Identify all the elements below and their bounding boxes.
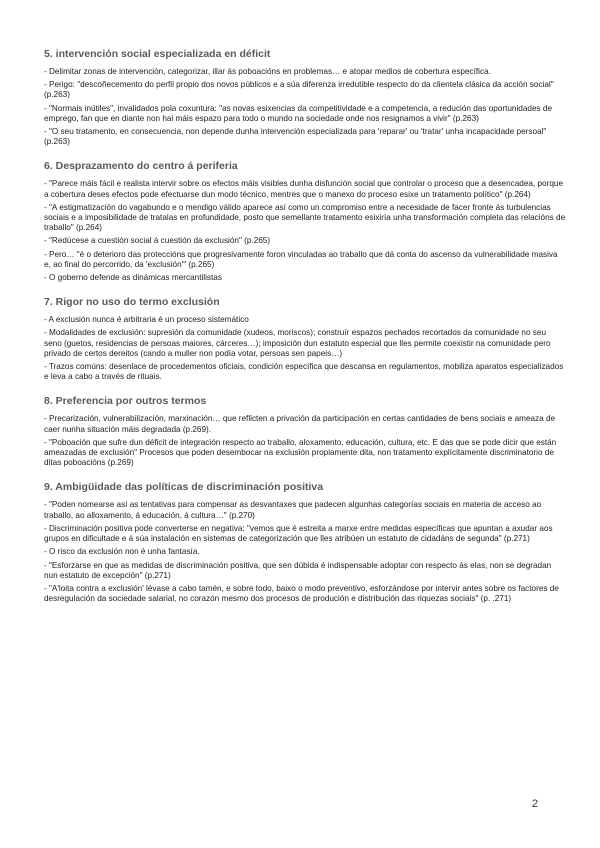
section-7 (44, 296, 566, 382)
section-9 (44, 481, 566, 604)
page-number: 2 (531, 798, 538, 810)
list-item: - A exclusión nunca é arbitraria é un proceso sistemático (44, 315, 249, 325)
list-item: - "Normais inútiles", invalidados pola coxuntura: "as novas esixencias da competitividade e a competencia, a redución das oportunidades de emprego, fan que en diante non hai máis espazo para todo o mundo na sociedade onde nos resignamos a vivir" (p.263) (44, 103, 552, 123)
list-item: - Discriminación positiva pode converterse en negativa: "vemos que é estreita a marxe entre medidas específicas que apuntan a axudar aos grupos en dificultade e á súa instalación en sistemas de categorización que lles atribúen un estatuto de cidadáns de segunda" (p.271) (44, 523, 553, 544)
list-item: - "Parece máis fácil e realista intervir sobre os efectos máis visibles dunha disfunción social que controlar o proceso que a desencadea, porque a cobertura deses efectos pode efectuarse dun modo técnico, mentres que o manexo do proceso esixe un tratamento político" (p.264) (44, 179, 563, 199)
section-heading: 6. Desprazamento do centro á periferia (44, 160, 238, 173)
document-page (44, 48, 566, 617)
list-item: - "Poboación que sufre dun déficit de integración respecto ao traballo, aloxamento, educación, cultura, etc. E das que se pode dicir que están ameazadas de exclusión" Procesos que poden desembocar na exclusión propiamente dita, non tratamento explícitamente discriminatorio de ditas poboacións (p.269) (44, 437, 557, 468)
list-item: - O risco da exclusión non é unha fantasía. (44, 547, 200, 557)
list-item: - Perigo: "descoñecemento do perfil propio dos novos públicos e a súa diferenza irredutible respecto do da clientela clásica da acción social" (p.263) (44, 80, 554, 100)
list-item: - Precarización, vulnerabilización, marxinación… que reflicten a privación da participación en certas cantidades de bens sociais e ameaza de caer nunha situación máis degradada (p.269). (44, 414, 556, 434)
list-item: - Modalidades de exclusión: supresión da comunidade (xudeos, moriscos); construír espazos pechados recortados da comunidade no seu seno (guetos, residencias de persoas maiores, cárceres…); imposición dun estatuto especial que lles permite coexistir na comunidade pero privado de certos dereitos (cando a muller non podía votar, persoas sen papeis…) (44, 328, 551, 358)
list-item: - Delimitar zonas de intervención, categorizar, illar ás poboacións en problemas… e atopar medios de cobertura específica. (44, 67, 491, 76)
section-heading: 7. Rigor no uso do termo exclusión (44, 296, 220, 309)
list-item: - "A'loita contra a exclusión' lévase a cabo tamén, e sobre todo, baixo o modo preventivo, esforzándose por intervir antes sobre os factores de desregulación da sociedade salarial, no corazón mesmo dos procesos de produción e distribución das riquezas sociais" (p. .271) (44, 583, 559, 604)
list-item: - "Poden nomearse así as tentativas para compensar as desvantaxes que padecen algunhas categorías sociais en materia de acceso ao traballo, ao alloxamento, á educación, á cultura…" (p.270) (44, 500, 542, 520)
section-heading: 9. Ambigüidade das políticas de discriminación positiva (44, 481, 324, 494)
list-item: - Trazos comúns: desenlace de procedementos oficiais, condición específica que descansa en regulamentos, mobiliza aparatos especializados e leva a cabo a través de rituais. (44, 362, 564, 382)
list-item: - "O seu tratamento, en consecuencia, non depende dunha intervención especializada para 'reparar' ou 'tratar' unha incapacidade persoal" (p.263) (44, 127, 547, 147)
section-8 (44, 395, 566, 468)
list-item: - Pero… "é o deterioro das proteccións que progresivamente foron vinculadas ao traballo que dá conta do ascenso da vulnerabilidade masiva e, ao final do percorrido, da 'exclusión'" (p.265) (44, 249, 558, 269)
list-item: - "Esforzarse en que as medidas de discriminación positiva, que sen dúbida é indispensable adoptar con respecto ás elas, non se degradan nun estatuto de excepción" (p.271) (44, 560, 552, 580)
section-5 (44, 48, 566, 147)
section-6 (44, 160, 566, 283)
list-item: - "A estigmatización do vagabundo e o mendigo válido aparece así como un compromiso entre a necesidade de facer fronte ás turbulencias sociais e a imposibilidade de tratalas en profundidade, posto que semellante tratamento esixiría unha transformación completa das relacións de traballo" (p.264) (44, 202, 566, 233)
section-heading: 8. Preferencia por outros termos (44, 395, 207, 408)
list-item: - O goberno defende as dinámicas mercantilistas (44, 273, 222, 283)
section-heading: 5. intervención social especializada en déficit (44, 48, 271, 60)
list-item: - "Redúcese a cuestión social á cuestión da exclusión" (p.265) (44, 236, 271, 246)
